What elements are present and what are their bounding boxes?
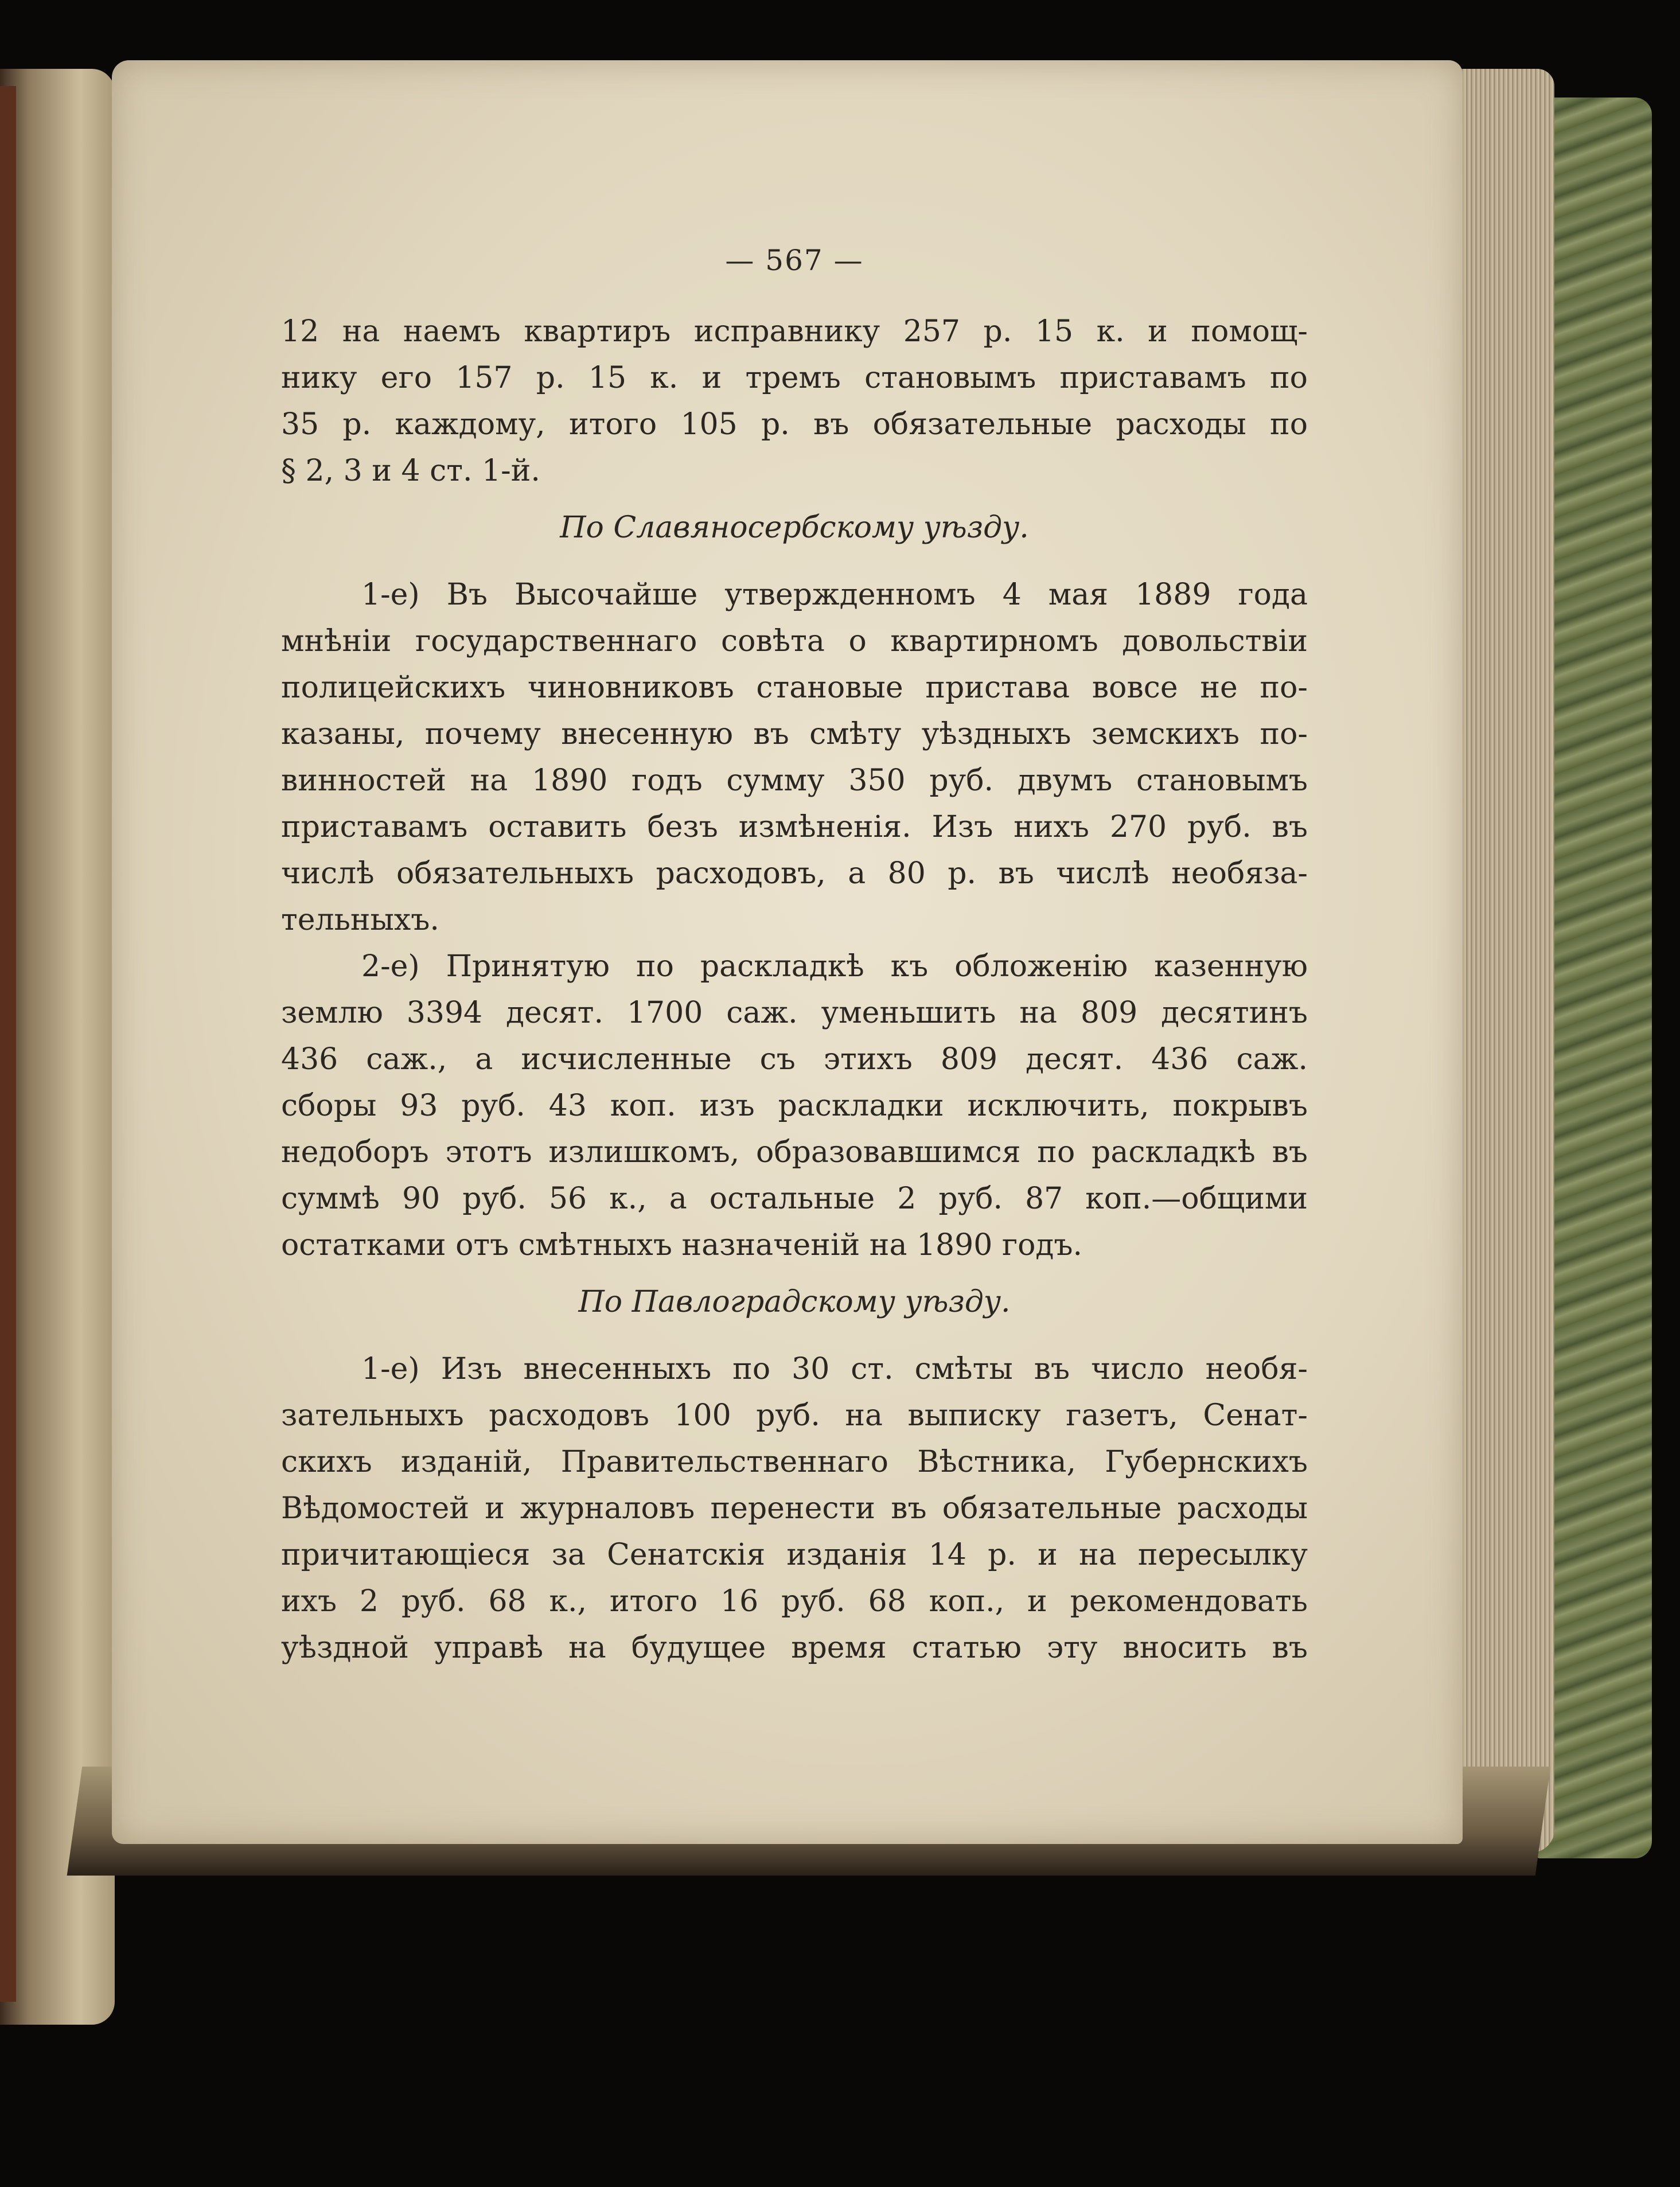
- text-line: скихъ изданій, Правительственнаго Вѣстника, Губернскихъ: [281, 1445, 1308, 1479]
- text-line: уѣздной управѣ на будущее время статью эту вносить въ: [281, 1631, 1308, 1665]
- text-line: 12 на наемъ квартиръ исправнику 257 р. 15 к. и помощ-: [281, 314, 1308, 349]
- book-page: [112, 60, 1463, 1844]
- section-heading-pavlogradsky: По Павлоградскому уѣзду.: [578, 1285, 1011, 1319]
- page-text-block: [281, 244, 1308, 1671]
- previous-page-edge: [0, 69, 115, 2025]
- section-heading-slavyanoserbsky: По Славяносербскому уѣзду.: [560, 510, 1029, 545]
- marbled-back-cover: [1537, 98, 1652, 1858]
- text-line: сборы 93 руб. 43 коп. изъ раскладки исключить, покрывъ: [281, 1089, 1308, 1123]
- text-line: казаны, почему внесенную въ смѣту уѣздныхъ земскихъ по-: [281, 717, 1308, 751]
- text-line: тельныхъ.: [281, 903, 439, 937]
- text-line: зательныхъ расходовъ 100 руб. на выписку газетъ, Сенат-: [281, 1398, 1308, 1433]
- paragraph-pavlogradsky-1: [281, 1346, 1308, 1671]
- text-line: числѣ обязательныхъ расходовъ, а 80 р. въ числѣ необяза-: [281, 856, 1308, 891]
- paragraph-slavyanoserbsky-1: [281, 572, 1308, 944]
- text-line: причитающіеся за Сенатскія изданія 14 р. и на пересылку: [281, 1538, 1308, 1572]
- text-line: нику его 157 р. 15 к. и тремъ становымъ приставамъ по: [281, 361, 1308, 395]
- text-line: 2-е) Принятую по раскладкѣ къ обложенію казенную: [361, 949, 1308, 984]
- text-line: землю 3394 десят. 1700 саж. уменьшить на 809 десятинъ: [281, 996, 1308, 1030]
- text-line: остатками отъ смѣтныхъ назначеній на 1890 годъ.: [281, 1228, 1083, 1262]
- paragraph-slavyanoserbsky-2: [281, 944, 1308, 1269]
- intro-paragraph: [281, 309, 1308, 494]
- text-line: недоборъ этотъ излишкомъ, образовавшимся по раскладкѣ въ: [281, 1135, 1308, 1169]
- left-cover-edge: [0, 86, 16, 2002]
- text-line: 1-е) Въ Высочайше утвержденномъ 4 мая 1889 года: [361, 578, 1308, 612]
- page-number: — 567 —: [725, 244, 864, 277]
- text-line: § 2, 3 и 4 ст. 1-й.: [281, 454, 540, 488]
- text-line: винностей на 1890 годъ сумму 350 руб. двумъ становымъ: [281, 763, 1308, 798]
- text-line: ихъ 2 руб. 68 к., итого 16 руб. 68 коп., и рекомендовать: [281, 1584, 1308, 1619]
- text-line: Вѣдомостей и журналовъ перенести въ обязательные расходы: [281, 1491, 1308, 1526]
- text-line: 1-е) Изъ внесенныхъ по 30 ст. смѣты въ число необя-: [361, 1352, 1308, 1386]
- text-line: полицейскихъ чиновниковъ становые пристава вовсе не по-: [281, 670, 1308, 705]
- text-line: суммѣ 90 руб. 56 к., а остальные 2 руб. 87 коп.—общими: [281, 1182, 1308, 1216]
- text-line: 436 саж., а исчисленные съ этихъ 809 десят. 436 саж.: [281, 1042, 1308, 1077]
- text-line: приставамъ оставить безъ измѣненія. Изъ нихъ 270 руб. въ: [281, 810, 1308, 844]
- text-line: 35 р. каждому, итого 105 р. въ обязательные расходы по: [281, 407, 1308, 442]
- text-line: мнѣніи государственнаго совѣта о квартирномъ довольствіи: [281, 624, 1308, 658]
